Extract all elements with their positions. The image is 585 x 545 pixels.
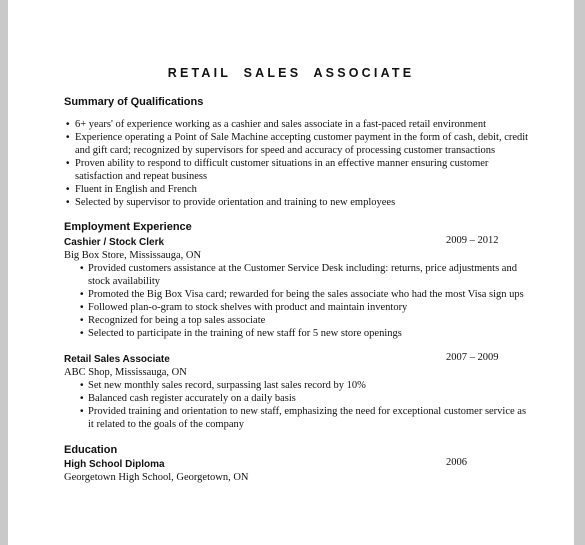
bullet-icon: • <box>80 302 84 313</box>
summary-item-cont: and gift card; recognized by supervisors for speed and accuracy of processing customer transactions <box>75 145 496 156</box>
job-bullet: Provided training and orientation to new staff, emphasizing the need for exceptional customer service as <box>88 406 527 417</box>
bullet-icon: • <box>80 380 84 391</box>
job-bullet: Set new monthly sales record, surpassing last sales record by 10% <box>88 380 366 391</box>
job-dates: 2009 – 2012 <box>446 235 499 246</box>
job-bullet: Provided customers assistance at the Customer Service Desk including: returns, price adjustments and <box>88 263 517 274</box>
bullet-icon: • <box>66 158 70 169</box>
resume-title: RETAIL SALES ASSOCIATE <box>167 66 415 80</box>
job-dates: 2007 – 2009 <box>446 352 499 363</box>
education-year: 2006 <box>446 457 467 468</box>
summary-item: Fluent in English and French <box>75 184 197 195</box>
bullet-icon: • <box>80 315 84 326</box>
summary-item: Proven ability to respond to difficult customer situations in an effective manner ensuring customer <box>75 158 489 169</box>
bullet-icon: • <box>80 263 84 274</box>
summary-item: 6+ years' of experience working as a cashier and sales associate in a fast-paced retail environment <box>75 119 487 130</box>
job-title: Retail Sales Associate <box>64 354 170 365</box>
summary-item: Selected by supervisor to provide orientation and training to new employees <box>75 197 396 208</box>
summary-item: Experience operating a Point of Sale Machine accepting customer payment in the form of cash, debit, credit <box>75 132 529 143</box>
bullet-icon: • <box>80 406 84 417</box>
job-employer: Big Box Store, Mississauga, ON <box>64 250 202 261</box>
education-heading: Education <box>64 444 118 456</box>
summary-item-cont: satisfaction and repeat business <box>75 171 208 182</box>
job-bullet: Recognized for being a top sales associate <box>88 315 266 326</box>
job-bullet: Followed plan-o-gram to stock shelves with product and maintain inventory <box>88 302 408 313</box>
employment-heading: Employment Experience <box>64 221 192 233</box>
bullet-icon: • <box>66 184 70 195</box>
bullet-icon: • <box>66 119 70 130</box>
bullet-icon: • <box>80 393 84 404</box>
job-employer: ABC Shop, Mississauga, ON <box>64 367 187 378</box>
summary-heading: Summary of Qualifications <box>64 96 204 108</box>
job-bullet-cont: it related to the goals of the company <box>88 419 244 430</box>
job-title: Cashier / Stock Clerk <box>64 237 165 248</box>
job-bullet: Selected to participate in the training of new staff for 5 new store openings <box>88 328 402 339</box>
bullet-icon: • <box>66 132 70 143</box>
job-bullet: Promoted the Big Box Visa card; rewarded for being the sales associate who had the most Visa sign ups <box>88 289 524 300</box>
bullet-icon: • <box>66 197 70 208</box>
bullet-icon: • <box>80 328 84 339</box>
resume-page <box>8 0 574 545</box>
job-bullet-cont: stock availability <box>88 276 161 287</box>
education-degree: High School Diploma <box>64 459 165 470</box>
bullet-icon: • <box>80 289 84 300</box>
education-school: Georgetown High School, Georgetown, ON <box>64 472 249 483</box>
job-bullet: Balanced cash register accurately on a daily basis <box>88 393 296 404</box>
